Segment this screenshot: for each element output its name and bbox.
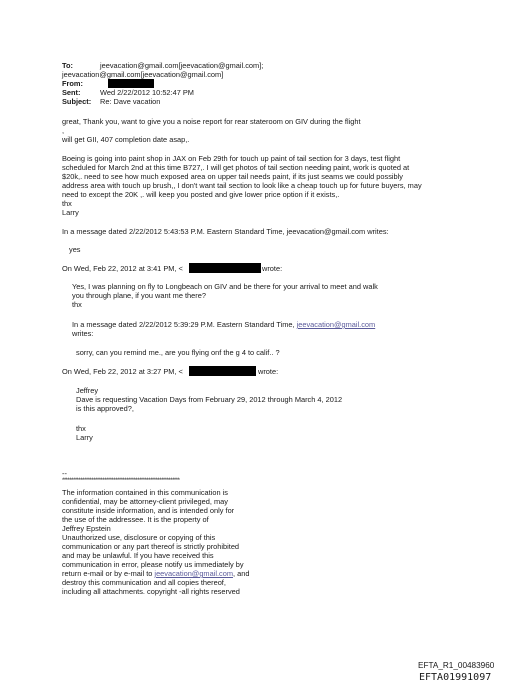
body-line: great, Thank you, want to give you a noise report for rear stateroom on GIV during the flight [62,117,361,126]
disclaimer-line: destroy this communication and all copies thereof, [62,578,226,587]
email-link[interactable]: jeevacation@gmail.com [296,320,376,329]
disclaimer-line [62,569,249,578]
to-label: To: [62,61,73,70]
separator-dashes: -- [62,469,67,478]
quoted-header [72,320,375,329]
disclaimer-line: constitute inside information, and is intended only for [62,506,235,515]
disclaimer-line: communication in error, please notify us immediately by [62,560,244,569]
redaction-sender [189,366,256,376]
boeing-paragraph-line: scheduled for March 2nd at this time B727,. I will get photos of tail section needing paint, work is quoted at [62,163,410,172]
quoted-header-prefix: On Wed, Feb 22, 2012 at 3:41 PM, < [62,264,183,273]
separator-stars: **************************************************************** [62,478,180,484]
disclaimer-line: Jeffrey Epstein [62,524,111,533]
body-line: , [62,126,65,135]
redaction-sender [189,263,261,273]
disclaimer-text: return e-mail or by e-mail to [62,569,153,578]
reply-line: Yes, I was planning on fly to Longbeach on GIV and be there for your arrival to meet and walk [72,282,378,291]
question-text: sorry, can you remind me., are you flying onf the g 4 to calif.. ? [76,348,280,357]
thx-text: thx [76,424,86,433]
greeting-jeffrey: Jeffrey [76,386,99,395]
boeing-paragraph-line: address area with touch up brush,, I don't want tail section to look like a cheap touch up for future buyers, may [62,181,422,190]
quoted-header: In a message dated 2/22/2012 5:43:53 P.M. Eastern Standard Time, jeevacation@gmail.com writes: [62,227,389,236]
sent-value: Wed 2/22/2012 10:52:47 PM [100,88,194,97]
quoted-header-suffix: writes: [72,329,94,338]
disclaimer-line: including all attachments. copyright -all rights reserved [62,587,240,596]
disclaimer-line: the use of the addressee. It is the property of [62,515,209,524]
body-line: will get GII, 407 completion date asap,. [62,135,190,144]
quoted-header-text: In a message dated 2/22/2012 5:39:29 P.M. Eastern Standard Time, [72,320,295,329]
disclaimer-line: The information contained in this communication is [62,488,228,497]
email-link[interactable]: jeevacation@gmail.com [154,569,233,578]
disclaimer-text: , and [233,569,250,578]
boeing-paragraph-line: need to except the 20K ,. will keep you posted and give lower price option if it exists,. [62,190,340,199]
quoted-header-suffix: wrote: [262,264,283,273]
boeing-paragraph-line: $20k,. need to see how much exposed area on upper tail needs paint, if its just seams we could possibly [62,172,403,181]
to-value-continued: jeevacation@gmail.com[jeevacation@gmail.com] [62,70,224,79]
boeing-paragraph-line: Boeing is going into paint shop in JAX on Feb 29th for touch up paint of tail section for 3 days, test flight [62,154,401,163]
thx-text: thx [72,300,82,309]
disclaimer-line: confidential, may be attorney-client privileged, may [62,497,228,506]
thx-text: thx [62,199,72,208]
quoted-header-prefix: On Wed, Feb 22, 2012 at 3:27 PM, < [62,367,183,376]
signature-larry: Larry [76,433,93,442]
disclaimer-line: Unauthorized use, disclosure or copying of this [62,533,216,542]
sent-label: Sent: [62,88,81,97]
to-value: jeevacation@gmail.com[jeevacation@gmail.com]; [100,61,264,70]
disclaimer-line: and may be unlawful. If you have received this [62,551,214,560]
subject-value: Re: Dave vacation [100,97,161,106]
request-line: is this approved?, [76,404,134,413]
from-label: From: [62,79,83,88]
bates-number: EFTA_R1_00483960 [418,661,495,670]
redaction-from [108,79,154,88]
request-line: Dave is requesting Vacation Days from February 29, 2012 through March 4, 2012 [76,395,343,404]
reply-line: you through plane, if you want me there? [72,291,206,300]
disclaimer-line: communication or any part thereof is strictly prohibited [62,542,240,551]
quoted-header-suffix: wrote: [258,367,279,376]
reply-yes: yes [69,245,81,254]
bates-number: EFTA01991097 [419,672,492,683]
subject-label: Subject: [62,97,92,106]
signature-larry: Larry [62,208,79,217]
